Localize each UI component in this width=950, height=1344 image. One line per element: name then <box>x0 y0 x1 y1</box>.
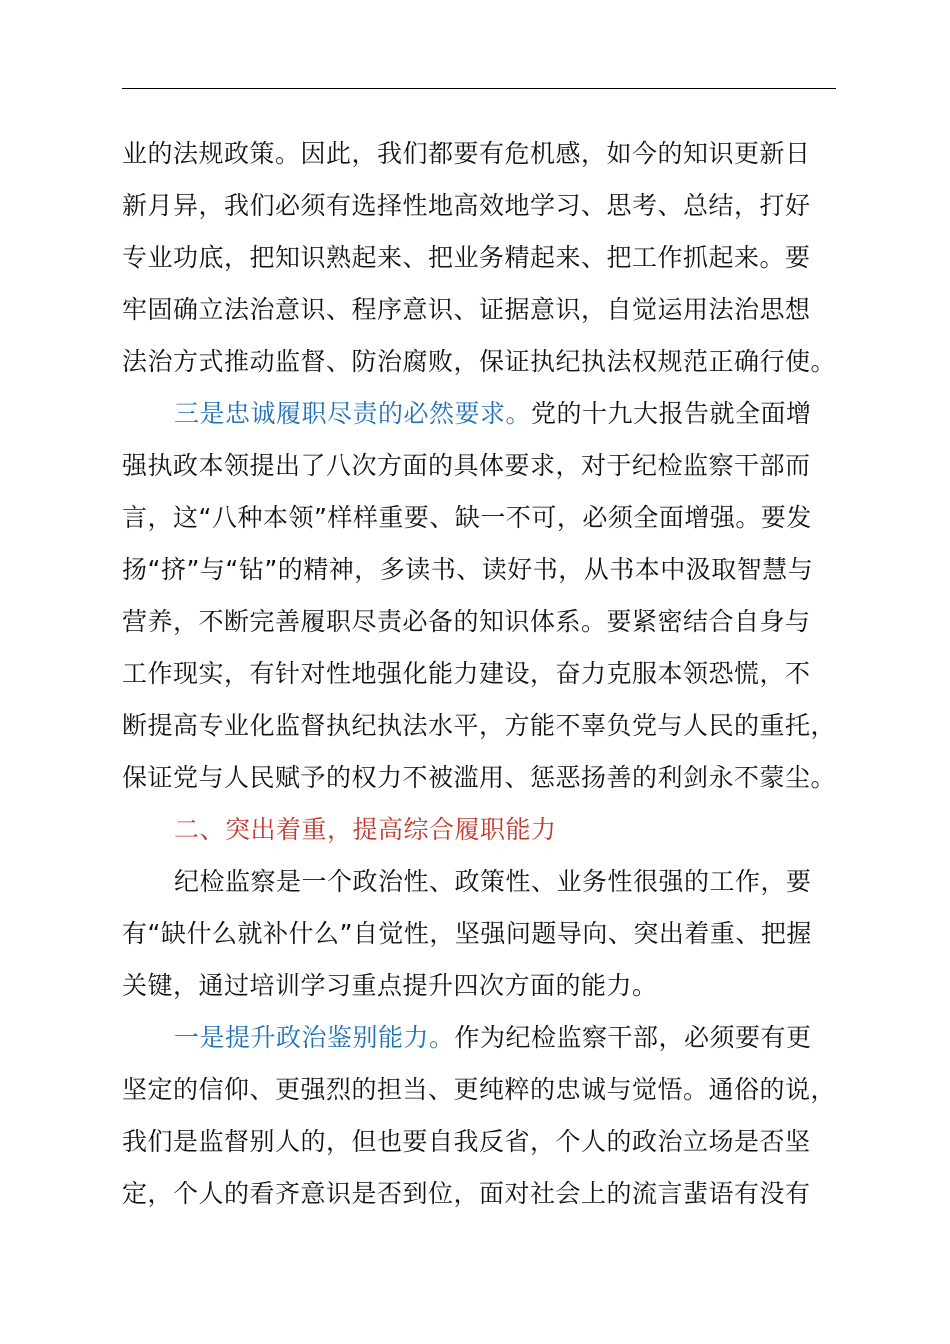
text-line: 定，个人的看齐意识是否到位，面对社会上的流言蜚语有没有 <box>122 1179 811 1208</box>
text-line: 扬“挤”与“钻”的精神，多读书、读好书，从书本中汲取智慧与 <box>122 555 814 584</box>
text-line: 专业功底，把知识熟起来、把业务精起来、把工作抓起来。要 <box>122 243 811 272</box>
section-heading: 二、突出着重，提高综合履职能力 <box>174 815 557 844</box>
lead-sentence: 三是忠诚履职尽责的必然要求。 <box>174 399 532 428</box>
text-line: 强执政本领提出了八次方面的具体要求，对于纪检监察干部而 <box>122 451 811 480</box>
text-line: 我们是监督别人的，但也要自我反省，个人的政治立场是否坚 <box>122 1127 811 1156</box>
text-line: 工作现实，有针对性地强化能力建设，奋力克服本领恐慌，不 <box>122 659 811 688</box>
text-line: 营养，不断完善履职尽责必备的知识体系。要紧密结合自身与 <box>122 607 811 636</box>
lead-sentence: 一是提升政治鉴别能力。 <box>174 1023 455 1052</box>
text-line: 牢固确立法治意识、程序意识、证据意识，自觉运用法治思想 <box>122 295 811 324</box>
text-line: 断提高专业化监督执纪执法水平，方能不辜负党与人民的重托， <box>122 711 837 740</box>
text-line: 言，这“八种本领”样样重要、缺一不可，必须全面增强。要发 <box>122 503 812 532</box>
text-line: 关键，通过培训学习重点提升四次方面的能力。 <box>122 971 658 1000</box>
paragraph-lead-line <box>122 388 838 440</box>
header-rule <box>122 88 836 89</box>
text-line: 纪检监察是一个政治性、政策性、业务性很强的工作，要 <box>174 867 812 896</box>
paragraph-lead-line <box>122 1012 838 1064</box>
document-body <box>122 128 838 1220</box>
text-line: 有“缺什么就补什么”自觉性，坚强问题导向、突出着重、把握 <box>122 919 812 948</box>
text-line: 保证党与人民赋予的权力不被滥用、惩恶扬善的利剑永不蒙尘。 <box>122 763 837 792</box>
lead-line-rest: 作为纪检监察干部，必须要有更 <box>454 1023 812 1052</box>
text-line: 业的法规政策。因此，我们都要有危机感，如今的知识更新日 <box>122 139 811 168</box>
text-line: 新月异，我们必须有选择性地高效地学习、思考、总结，打好 <box>122 191 811 220</box>
lead-line-rest: 党的十九大报告就全面增 <box>531 399 812 428</box>
text-line: 坚定的信仰、更强烈的担当、更纯粹的忠诚与觉悟。通俗的说， <box>122 1075 837 1104</box>
text-line: 法治方式推动监督、防治腐败，保证执纪执法权规范正确行使。 <box>122 347 837 376</box>
